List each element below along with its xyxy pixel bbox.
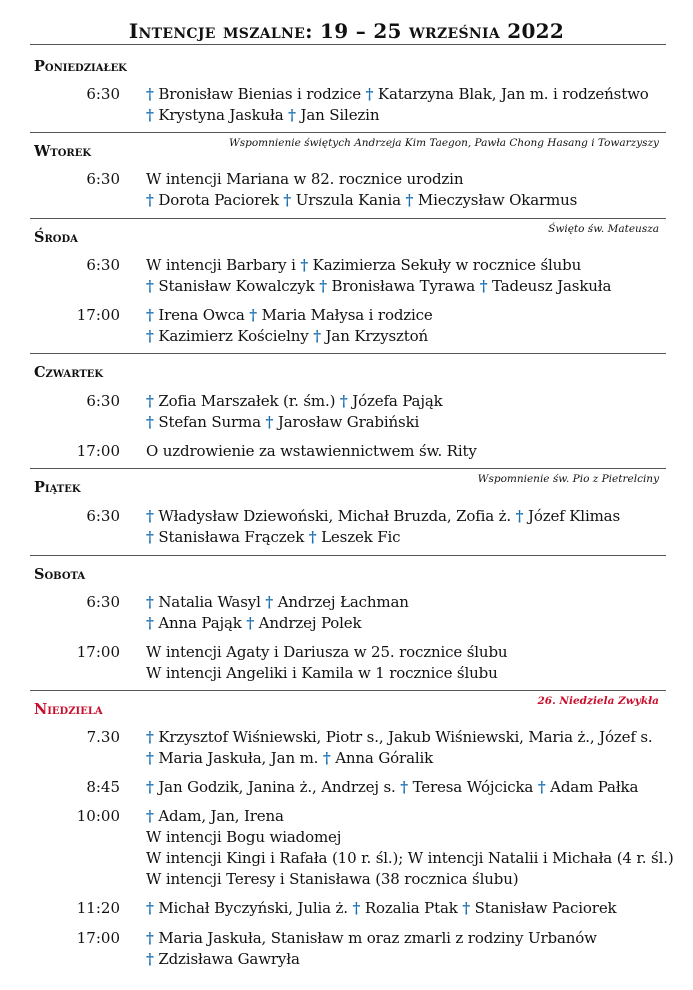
cross-icon: † [308, 528, 317, 546]
intention-line: † Anna Pająk † Andrzej Polek [146, 614, 362, 632]
cross-icon: † [146, 191, 154, 209]
divider [30, 555, 666, 556]
cross-icon: † [146, 106, 154, 124]
cross-icon: † [146, 593, 154, 611]
cross-icon: † [146, 749, 154, 767]
cross-icon: † [479, 277, 488, 295]
cross-icon: † [405, 191, 414, 209]
intention-line: † Krzysztof Wiśniewski, Piotr s., Jakub Wiśniewski, Maria ż., Józef s. [146, 728, 653, 746]
mass-time: 10:00 [76, 807, 120, 825]
cross-icon: † [249, 306, 257, 324]
intention-line: † Michał Byczyński, Julia ż. † Rozalia Ptak † Stanisław Paciorek [146, 899, 617, 917]
divider [30, 132, 666, 133]
mass-time: 17:00 [76, 306, 120, 324]
cross-icon: † [146, 327, 154, 345]
intention-line: † Zdzisława Gawryła [146, 950, 300, 968]
mass-time: 6:30 [86, 392, 120, 410]
cross-icon: † [313, 327, 321, 345]
intention-line: † Dorota Paciorek † Urszula Kania † Mieczysław Okarmus [146, 191, 578, 209]
intention-line: W intencji Angeliki i Kamila w 1 rocznice ślubu [146, 664, 498, 682]
cross-icon: † [515, 507, 524, 525]
intention-line: † Stanisława Frączek † Leszek Fic [146, 528, 401, 546]
intention-line: O uzdrowienie za wstawiennictwem św. Rity [146, 442, 477, 460]
cross-icon: † [146, 413, 154, 431]
divider [30, 218, 666, 219]
intention-line: † Maria Jaskuła, Stanisław m oraz zmarli z rodziny Urbanów [146, 929, 597, 947]
divider [30, 353, 666, 354]
cross-icon: † [283, 191, 292, 209]
cross-icon: † [400, 778, 408, 796]
mass-time: 6:30 [86, 507, 120, 525]
mass-time: 17:00 [76, 643, 120, 661]
feast-note: 26. Niedziela Zwykła [537, 695, 659, 707]
page-title: Intencje mszalne: 19 – 25 września 2022 [128, 19, 565, 43]
mass-time: 17:00 [76, 929, 120, 947]
intention-line: W intencji Agaty i Dariusza w 25. rocznice ślubu [146, 643, 508, 661]
intention-line: † Zofia Marszałek (r. śm.) † Józefa Pająk [146, 392, 443, 410]
intention-line: † Krystyna Jaskuła † Jan Silezin [146, 106, 380, 124]
day-heading-thursday: Czwartek [34, 364, 104, 381]
cross-icon: † [288, 106, 296, 124]
mass-time: 6:30 [86, 170, 120, 188]
cross-icon: † [352, 899, 361, 917]
mass-time: 6:30 [86, 593, 120, 611]
day-heading-monday: Poniedziałek [34, 58, 127, 75]
cross-icon: † [146, 85, 154, 103]
day-heading-tuesday: Wtorek [34, 143, 92, 160]
divider [30, 44, 666, 45]
cross-icon: † [319, 277, 327, 295]
cross-icon: † [146, 306, 154, 324]
cross-icon: † [146, 950, 154, 968]
cross-icon: † [246, 614, 255, 632]
mass-time: 6:30 [86, 85, 120, 103]
cross-icon: † [537, 778, 546, 796]
intention-line: † Jan Godzik, Janina ż., Andrzej s. † Teresa Wójcicka † Adam Pałka [146, 778, 639, 796]
day-heading-saturday: Sobota [34, 566, 86, 583]
intention-line: W intencji Mariana w 82. rocznice urodzin [146, 170, 464, 188]
intention-line: W intencji Bogu wiadomej [146, 828, 342, 846]
cross-icon: † [146, 507, 154, 525]
intention-line: † Stanisław Kowalczyk † Bronisława Tyrawa † Tadeusz Jaskuła [146, 277, 612, 295]
cross-icon: † [339, 392, 348, 410]
intention-line: † Kazimierz Kościelny † Jan Krzysztoń [146, 327, 429, 345]
cross-icon: † [462, 899, 471, 917]
intention-line: † Bronisław Bienias i rodzice † Katarzyna Blak, Jan m. i rodzeństwo [146, 85, 649, 103]
cross-icon: † [146, 807, 154, 825]
mass-time: 7.30 [86, 728, 120, 746]
feast-note: Święto św. Mateusza [548, 223, 659, 235]
cross-icon: † [300, 256, 309, 274]
divider [30, 468, 666, 469]
intention-line: † Natalia Wasyl † Andrzej Łachman [146, 593, 409, 611]
mass-time: 17:00 [76, 442, 120, 460]
intention-line: W intencji Kingi i Rafała (10 r. śl.); W intencji Natalii i Michała (4 r. śl.) [146, 849, 674, 867]
intention-line: † Maria Jaskuła, Jan m. † Anna Góralik [146, 749, 434, 767]
cross-icon: † [265, 413, 274, 431]
cross-icon: † [146, 277, 154, 295]
day-heading-wednesday: Środa [34, 229, 78, 246]
divider [30, 690, 666, 691]
cross-icon: † [146, 778, 154, 796]
intention-line: W intencji Barbary i † Kazimierza Sekuły w rocznice ślubu [146, 256, 582, 274]
mass-time: 6:30 [86, 256, 120, 274]
cross-icon: † [322, 749, 331, 767]
cross-icon: † [365, 85, 374, 103]
cross-icon: † [146, 392, 154, 410]
mass-time: 8:45 [86, 778, 120, 796]
day-heading-sunday: Niedziela [34, 701, 103, 718]
cross-icon: † [146, 728, 154, 746]
cross-icon: † [146, 929, 154, 947]
day-heading-friday: Piątek [34, 479, 81, 496]
cross-icon: † [146, 614, 154, 632]
intention-line: † Adam, Jan, Irena [146, 807, 284, 825]
intention-line: † Irena Owca † Maria Małysa i rodzice [146, 306, 433, 324]
cross-icon: † [265, 593, 274, 611]
intention-line: † Władysław Dziewoński, Michał Bruzda, Zofia ż. † Józef Klimas [146, 507, 621, 525]
intention-line: † Stefan Surma † Jarosław Grabiński [146, 413, 420, 431]
feast-note: Wspomnienie św. Pio z Pietrelciny [477, 473, 659, 485]
cross-icon: † [146, 528, 154, 546]
cross-icon: † [146, 899, 154, 917]
intention-line: W intencji Teresy i Stanisława (38 rocznica ślubu) [146, 870, 519, 888]
mass-time: 11:20 [76, 899, 120, 917]
feast-note: Wspomnienie świętych Andrzeja Kim Taegon, Pawła Chong Hasang i Towarzyszy [228, 137, 659, 149]
